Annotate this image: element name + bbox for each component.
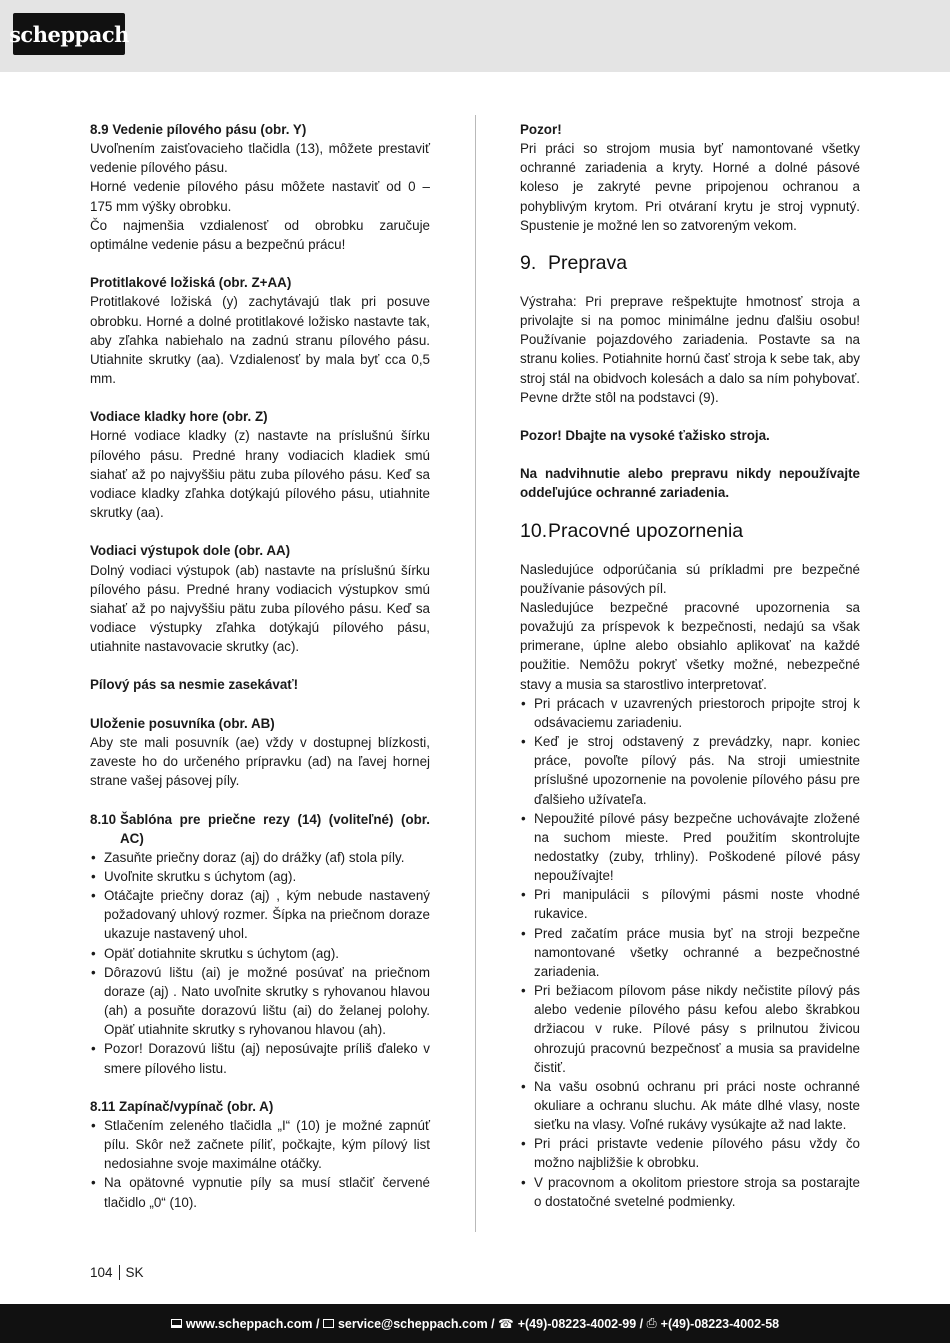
page-number: [90, 1265, 144, 1280]
section-10-number: 10.: [520, 519, 548, 542]
list-item: • Zasuňte priečny doraz (aj) do drážky (af) stola píly.: [90, 848, 430, 867]
transport-text: Výstraha: Pri preprave rešpektujte hmotnosť stroja a privolajte si na pomoc minimálne jednu ďalšiu osobu! Používanie pojazdového zariadenia. Postavte sa na stranu kolies. Potiahnite hornú časť stroja k sebe tak, aby stroj stál na obidvoch kolesách a dalo sa ním pohybovať. Pevne držte stôl na podstavci (9).: [520, 293, 860, 405]
footer-email[interactable]: service@scheppach.com: [337, 1316, 488, 1331]
counter-bearings-text: Protitlakové ložiská (y) zachytávajú tlak pri posuve obrobku. Horné a dolné protitlakové ložisko nastavte tak, aby zľahka nabiehalo na zadnú stranu pílového pásu. Utiahnite skrutky (aa). Vzdialenosť by mala byť cca 0,5 mm.: [90, 294, 430, 387]
list-item: • Stlačením zeleného tlačidla „I“ (10) je možné zapnúť pílu. Skôr než začnete píliť, počkajte, kým pílový list nedosiahne svoje maximálne otáčky.: [90, 1116, 430, 1173]
mail-icon: [323, 1319, 334, 1328]
language-code: SK: [125, 1265, 144, 1280]
push-stick-title: Uloženie posuvníka (obr. AB): [90, 715, 275, 731]
footer-phone: +(49)-08223-4002-99: [517, 1316, 637, 1331]
list-item: • Pri prácach v uzavrených priestoroch pripojte stroj k odsávaciemu zariadeniu.: [520, 694, 860, 732]
scheppach-logo: scheppach: [13, 13, 125, 55]
section-8-11-list: [90, 1116, 430, 1212]
work-notes-text-1: Nasledujúce odporúčania sú príkladmi pre bezpečné používanie pásových píl.: [520, 561, 860, 596]
section-8-9-text-2: Horné vedenie pílového pásu môžete nastaviť od 0 – 175 mm výšky obrobku.: [90, 179, 430, 214]
section-10-heading: [520, 519, 860, 543]
page-header: [0, 0, 950, 72]
push-stick-text: Aby ste mali posuvník (ae) vždy v dostupnej blízkosti, zaveste ho do určeného prípravku (ad) na ľavej hornej strane vašej pásovej píly.: [90, 734, 430, 789]
section-8-10-list: [90, 848, 430, 1078]
list-item: • Pri bežiacom pílovom páse nikdy nečistite pílový pás alebo vedenie pílového pásu kefou alebo škrabkou držiacou v ruke. Pílové pásy s prilnutou živicou ohrozujú pracovnú bezpečnosť a musia sa pravidelne čistiť.: [520, 981, 860, 1077]
list-item: • Otáčajte priečny doraz (aj) , kým nebude nastavený požadovaný uhlový rozmer. Šípka na priečnom doraze ukazuje nastavený uhol.: [90, 886, 430, 943]
list-item: • Dôrazovú lištu (ai) je možné posúvať na priečnom doraze (aj) . Nato uvoľnite skrutky s ryhovanou hlavou (ah) a posuňte dorazovú lištu (ai) do želanej polohy. Opäť utiahnite skrutky s ryhovanou hlavou (ah).: [90, 963, 430, 1040]
section-8-10-title: [90, 810, 430, 848]
section-8-10-heading: Šablóna pre priečne rezy (14) (voliteľné) (obr. AC): [120, 811, 430, 846]
lower-guide-title: Vodiaci výstupok dole (obr. AA): [90, 543, 291, 559]
section-8-9-text-3: Čo najmenšia vzdialenosť od obrobku zaručuje optimálne vedenie pásu a bezpečnú prácu!: [90, 217, 430, 252]
section-10-title: Pracovné upozornenia: [548, 519, 744, 542]
footer-fax: +(49)-08223-4002-58: [660, 1316, 780, 1331]
section-9-heading: [520, 251, 860, 275]
section-8-11-title: 8.11 Zapínač/vypínač (obr. A): [90, 1098, 274, 1114]
list-item: • Pri práci pristavte vedenie pílového pásu vždy čo možno najbližšie k obrobku.: [520, 1134, 860, 1172]
list-item: • Pri manipulácii s pílovými pásmi noste vhodné rukavice.: [520, 885, 860, 923]
work-notes-text-2: Nasledujúce bezpečné pracovné upozornenia sa považujú za príspevok k bezpečnosti, nedajú sa však primerane, úplne alebo obsiahlo aplikovať na každé použitie. Nemôžu pokryť všetky možné, nebezpečné stavy a musia sa starostlivo interpretovať.: [520, 599, 860, 692]
right-column: [520, 120, 860, 1211]
list-item: • V pracovnom a okolitom priestore stroja sa postarajte o dostatočné svetelné podmienky.: [520, 1173, 860, 1211]
fax-icon: ⎙: [646, 1316, 657, 1330]
page-footer: www.scheppach.com / service@scheppach.com / ☎ +(49)-08223-4002-99 / ⎙ +(49)-08223-4002-58: [0, 1304, 950, 1343]
lifting-warning: Na nadvihnutie alebo prepravu nikdy nepoužívajte oddeľujúce ochranné zariadenia.: [520, 466, 860, 501]
lower-guide-text: Dolný vodiaci výstupok (ab) nastavte na príslušnú šírku pílového pásu. Predné hrany vodiacich výstupkov smú siahať až po najvyššiu pätu zuba pílového pásu. Keď sa vodiace výstupky zľahka dotýkajú pílového pásu, utiahnite nastavovacie skrutky (ac).: [90, 562, 430, 655]
center-of-gravity-warning: Pozor! Dbajte na vysoké ťažisko stroja.: [520, 428, 770, 444]
list-item: • Pozor! Dorazovú lištu (aj) neposúvajte príliš ďaleko v smere pílového listu.: [90, 1039, 430, 1077]
left-column: [90, 120, 430, 1212]
counter-bearings-title: Protitlakové ložiská (obr. Z+AA): [90, 275, 292, 291]
caution-text: Pri práci so strojom musia byť namontované všetky ochranné zariadenia a kryty. Horné a dolné pásové koleso je zakryté pevne pripojenou ochranou a pohyblivým krytom. Pri otváraní krytu je stroj vypnutý. Spustenie je možné len so zatvoreným vekom.: [520, 141, 860, 233]
phone-icon: ☎: [498, 1317, 514, 1331]
section-9-number: 9.: [520, 251, 537, 274]
footer-website[interactable]: www.scheppach.com: [185, 1316, 313, 1331]
list-item: • Na vašu osobnú ochranu pri práci noste ochranné okuliare a ochranu sluchu. Ak máte dlhé vlasy, noste sieťku na vlasy. Voľné rukávy vysúkajte až nad lakte.: [520, 1077, 860, 1134]
list-item: • Nepoužité pílové pásy bezpečne uchovávajte zložené na suchom mieste. Pred použitím skontrolujte nedostatky (zuby, trhliny). Poškodené pílové pásy nepoužívajte!: [520, 809, 860, 886]
section-8-9-text-1: Uvoľnením zaisťovacieho tlačidla (13), môžete prestaviť vedenie pílového pásu.: [90, 141, 430, 176]
list-item: • Opäť dotiahnite skrutku s úchytom (ag).: [90, 944, 430, 963]
computer-icon: [171, 1319, 182, 1328]
page-number-value: 104: [90, 1265, 113, 1280]
guide-rollers-text: Horné vodiace kladky (z) nastavte na príslušnú šírku pílového pásu. Predné hrany vodiacich kladiek smú siahať až po najvyššiu pätu zuba pílového pásu. Keď sa vodiace kladky zľahka dotýkajú pílového pásu, utiahnite skrutky (aa).: [90, 428, 430, 521]
section-10-list: [520, 694, 860, 1211]
column-divider: [475, 115, 476, 1232]
list-item: • Na opätovné vypnutie píly sa musí stlačiť červené tlačidlo „0“ (10).: [90, 1173, 430, 1211]
section-8-10-number: 8.10: [90, 811, 117, 827]
page-number-divider: [119, 1265, 120, 1280]
caution-title: Pozor!: [520, 122, 562, 137]
guide-rollers-title: Vodiace kladky hore (obr. Z): [90, 409, 268, 425]
blade-jam-warning: Pílový pás sa nesmie zasekávať!: [90, 677, 299, 693]
list-item: • Uvoľnite skrutku s úchytom (ag).: [90, 867, 430, 886]
section-9-title: Preprava: [548, 251, 628, 274]
section-8-9-title: 8.9 Vedenie pílového pásu (obr. Y): [90, 122, 307, 137]
list-item: • Pred začatím práce musia byť na stroji bezpečne namontované všetky ochranné a bezpečnostné zariadenia.: [520, 924, 860, 981]
list-item: • Keď je stroj odstavený z prevádzky, napr. koniec práce, povoľte pílový pás. Na stroji umiestnite príslušné upozornenie na povolenie pílového pásu pre ďalšieho užívateľa.: [520, 732, 860, 809]
